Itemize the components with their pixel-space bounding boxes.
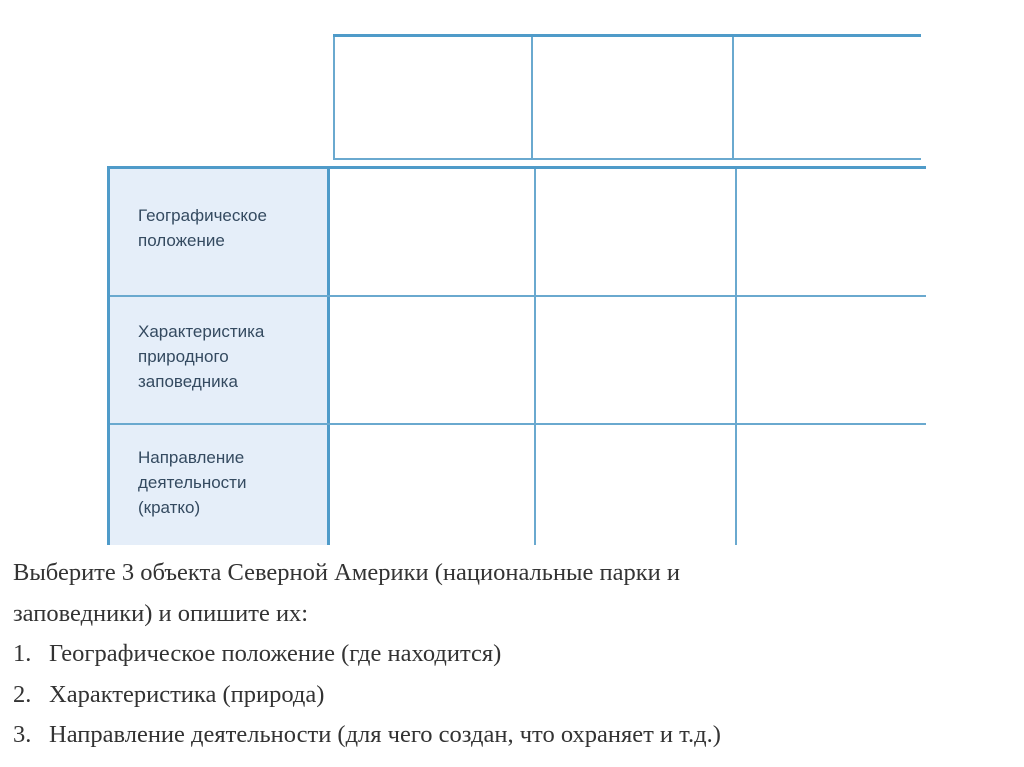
- row-label-line: Направление деятельности (кратко): [138, 448, 247, 517]
- column-divider: [534, 169, 536, 545]
- instruction-intro-line: Выберите 3 объекта Северной Америки (национальные парки и: [13, 559, 681, 586]
- instruction-intro-line: заповедники) и опишите их:: [13, 599, 309, 627]
- table-grid: [107, 166, 926, 545]
- instruction-item: [13, 675, 1013, 716]
- instruction-item: [13, 634, 1013, 675]
- item-number: 2.: [13, 680, 32, 708]
- row-label-line: Географическое положение: [138, 206, 267, 250]
- item-text: Характеристика (природа): [49, 680, 325, 708]
- item-number: 1.: [13, 640, 32, 667]
- header-divider: [333, 37, 335, 160]
- header-divider: [531, 37, 533, 160]
- assignment-instructions: [13, 553, 1013, 756]
- column-divider: [735, 169, 737, 545]
- row-divider: [110, 295, 926, 297]
- item-text: Географическое положение (где находится): [49, 640, 502, 667]
- row-label-activity-direction: [138, 445, 328, 520]
- row-label-reserve-characteristics: [138, 319, 328, 394]
- row-label-line: Характеристика природного заповедника: [138, 322, 265, 391]
- row-label-geographic-position: [138, 203, 328, 253]
- item-number: 3.: [13, 721, 32, 748]
- header-divider: [732, 37, 734, 160]
- row-divider: [110, 423, 926, 425]
- header-bottom-line: [333, 158, 921, 160]
- item-text: Направление деятельности (для чего создан, что охраняет и т.д.): [49, 721, 721, 748]
- instruction-item: [13, 715, 1013, 756]
- table-header-row: [333, 34, 921, 160]
